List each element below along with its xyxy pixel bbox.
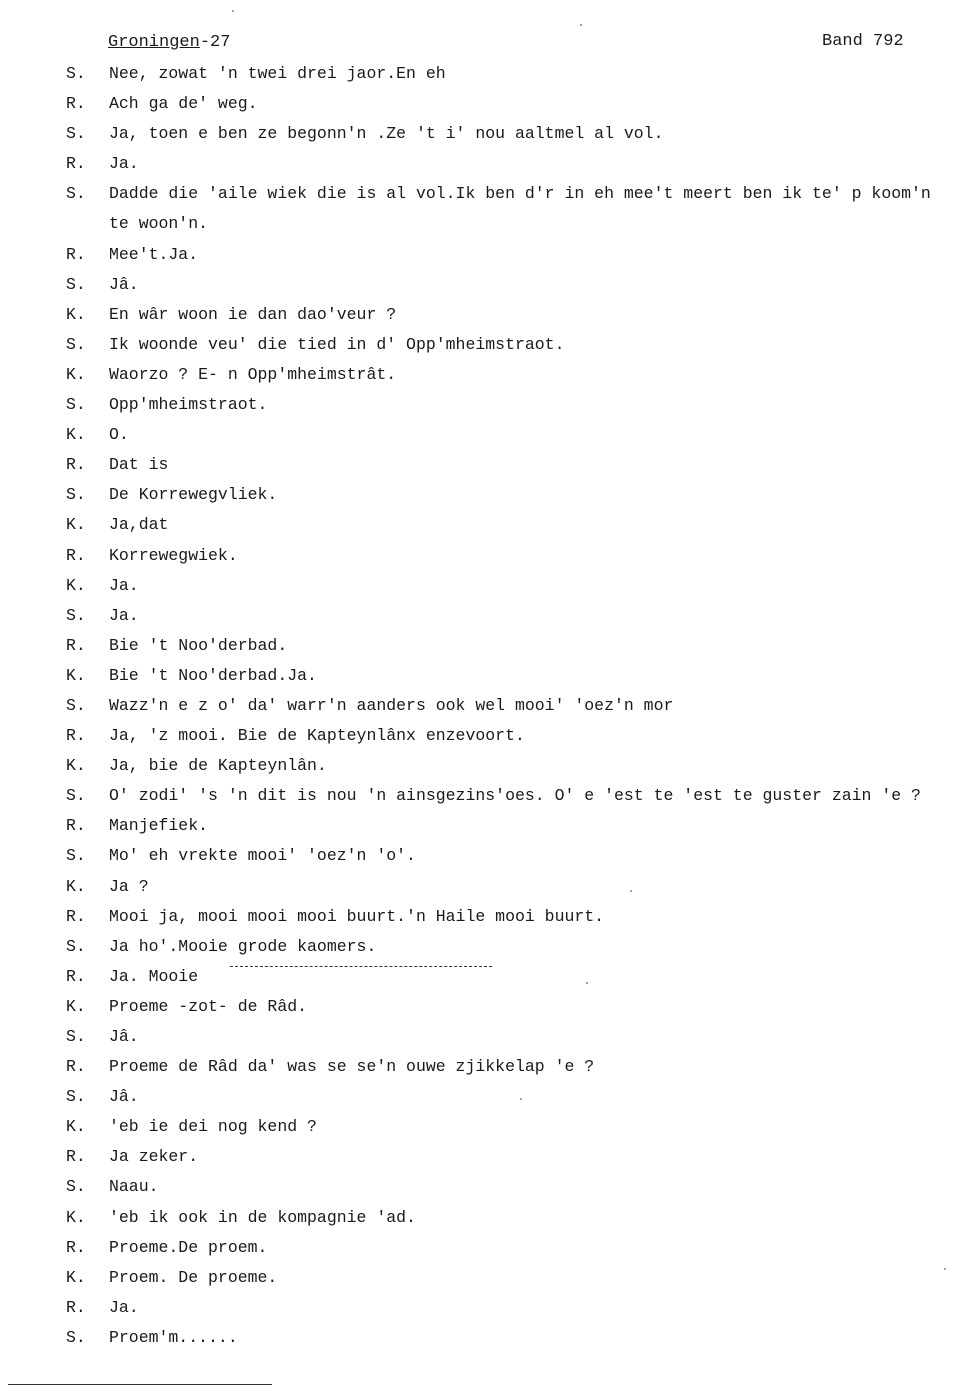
utterance-text: Mee't.Ja. xyxy=(109,244,199,264)
speaker-label: K. xyxy=(66,304,86,324)
utterance-text: te woon'n. xyxy=(109,214,209,234)
utterance-text: Mo' eh vrekte mooi' 'oez'n 'o'. xyxy=(109,846,416,866)
footer-rule xyxy=(8,1384,272,1385)
utterance-text: Ja, toen e ben ze begonn'n .Ze 't i' nou aaltmel al vol. xyxy=(109,124,664,144)
dialogue-line xyxy=(0,725,979,755)
speaker-label: K. xyxy=(66,515,86,535)
dashed-gap xyxy=(230,966,492,967)
utterance-text: Jâ. xyxy=(109,1087,139,1107)
dialogue-line xyxy=(0,364,979,394)
dialogue-transcript xyxy=(0,63,979,1357)
speaker-label: R. xyxy=(66,1057,86,1077)
dialogue-line xyxy=(0,454,979,484)
utterance-text: Ja. xyxy=(109,605,139,625)
dialogue-line xyxy=(0,244,979,274)
dialogue-line xyxy=(0,484,979,514)
scan-speck xyxy=(630,890,632,892)
speaker-label: R. xyxy=(66,816,86,836)
dialogue-line xyxy=(0,1026,979,1056)
speaker-label: R. xyxy=(66,906,86,926)
utterance-text: Ja,dat xyxy=(109,515,169,535)
dialogue-line xyxy=(0,1267,979,1297)
speaker-label: R. xyxy=(66,455,86,475)
dialogue-line xyxy=(0,424,979,454)
location-name: Groningen xyxy=(108,33,200,52)
dialogue-line xyxy=(0,93,979,123)
utterance-text: 'eb ie dei nog kend ? xyxy=(109,1117,317,1137)
speaker-label: S. xyxy=(66,1177,86,1197)
dialogue-line xyxy=(0,635,979,665)
speaker-label: K. xyxy=(66,1117,86,1137)
dialogue-line xyxy=(0,605,979,635)
speaker-label: S. xyxy=(66,695,86,715)
band-number: Band 792 xyxy=(822,32,904,51)
dialogue-line xyxy=(0,304,979,334)
dialogue-line xyxy=(0,845,979,875)
utterance-text: Ja ? xyxy=(109,876,149,896)
dialogue-line xyxy=(0,213,979,243)
utterance-text: Korrewegwiek. xyxy=(109,545,238,565)
utterance-text: Waorzo ? E- n Opp'mheimstrât. xyxy=(109,364,397,384)
speaker-label: K. xyxy=(66,665,86,685)
dialogue-line xyxy=(0,785,979,815)
dialogue-line xyxy=(0,153,979,183)
speaker-label: K. xyxy=(66,1267,86,1287)
speaker-label: S. xyxy=(66,1027,86,1046)
dialogue-line xyxy=(0,966,979,996)
dialogue-line xyxy=(0,274,979,304)
utterance-text: Ach ga de' weg. xyxy=(109,94,258,114)
utterance-text: En wâr woon ie dan dao'veur ? xyxy=(109,304,397,324)
dialogue-line xyxy=(0,1146,979,1176)
utterance-text: Proeme -zot- de Râd. xyxy=(109,996,308,1016)
speaker-label: R. xyxy=(66,94,86,114)
speaker-label: S. xyxy=(66,334,86,354)
speaker-label: S. xyxy=(66,64,86,83)
utterance-text: Ja, bie de Kapteynlân. xyxy=(109,756,327,776)
utterance-text: Ja, 'z mooi. Bie de Kapteynlânx enzevoort. xyxy=(109,726,525,746)
scan-speck xyxy=(944,1268,946,1270)
utterance-text: Bie 't Noo'derbad.Ja. xyxy=(109,665,317,685)
scan-speck xyxy=(520,1098,522,1100)
speaker-label: S. xyxy=(66,1327,86,1347)
dialogue-line xyxy=(0,665,979,695)
document-header-location xyxy=(108,33,230,52)
dialogue-line xyxy=(0,334,979,364)
utterance-text: Ja zeker. xyxy=(109,1147,199,1167)
speaker-label: S. xyxy=(66,936,86,956)
utterance-text: Ja. xyxy=(109,1297,139,1317)
dialogue-line xyxy=(0,1086,979,1116)
dialogue-line xyxy=(0,815,979,845)
scan-speck xyxy=(586,982,588,984)
utterance-text: Ja. xyxy=(109,575,139,595)
dialogue-line xyxy=(0,183,979,213)
speaker-label: R. xyxy=(66,1297,86,1317)
dialogue-line xyxy=(0,545,979,575)
speaker-label: K. xyxy=(66,756,86,776)
dialogue-line xyxy=(0,695,979,725)
speaker-label: R. xyxy=(66,1147,86,1167)
utterance-text: Manjefiek. xyxy=(109,816,209,836)
utterance-text: Proem. De proeme. xyxy=(109,1267,278,1287)
dialogue-line xyxy=(0,123,979,153)
utterance-text: Proem'm...... xyxy=(109,1327,238,1347)
location-suffix: -27 xyxy=(199,33,231,52)
speaker-label: S. xyxy=(66,184,86,204)
dialogue-line xyxy=(0,514,979,544)
dialogue-line xyxy=(0,1116,979,1146)
dialogue-line xyxy=(0,1176,979,1206)
speaker-label: K. xyxy=(66,876,86,896)
utterance-text: Mooi ja, mooi mooi mooi buurt.'n Haile mooi buurt. xyxy=(109,906,605,926)
scan-speck xyxy=(580,24,582,26)
dialogue-line xyxy=(0,1297,979,1327)
speaker-label: R. xyxy=(66,244,86,264)
utterance-text: Proeme de Râd da' was se se'n ouwe zjikkelap 'e ? xyxy=(109,1057,595,1077)
utterance-text: O. xyxy=(109,425,129,445)
speaker-label: R. xyxy=(66,154,86,174)
dialogue-line xyxy=(0,1207,979,1237)
dialogue-line xyxy=(0,394,979,424)
utterance-text: Nee, zowat 'n twei drei jaor.En eh xyxy=(109,64,446,83)
speaker-label: R. xyxy=(66,966,86,986)
speaker-label: S. xyxy=(66,485,86,505)
utterance-text: Bie 't Noo'derbad. xyxy=(109,635,288,655)
speaker-label: K. xyxy=(66,425,86,445)
speaker-label: K. xyxy=(66,996,86,1016)
speaker-label: K. xyxy=(66,1207,86,1227)
utterance-text: Dat is xyxy=(109,455,169,475)
utterance-text: Wazz'n e z o' da' warr'n aanders ook wel mooi' 'oez'n mor xyxy=(109,695,674,715)
utterance-text: De Korrewegvliek. xyxy=(109,485,278,505)
dialogue-line xyxy=(0,755,979,785)
speaker-label: S. xyxy=(66,274,86,294)
utterance-text: Opp'mheimstraot. xyxy=(109,395,268,415)
utterance-text: Jâ. xyxy=(109,274,139,294)
speaker-label: S. xyxy=(66,395,86,415)
utterance-text: Ja ho'.Mooie grode kaomers. xyxy=(109,936,377,956)
speaker-label: R. xyxy=(66,545,86,565)
utterance-text: Ja. Mooie xyxy=(109,966,199,986)
utterance-text: O' zodi' 's 'n dit is nou 'n ainsgezins'oes. O' e 'est te 'est te guster zain 'e ? xyxy=(109,786,921,806)
utterance-text: Naau. xyxy=(109,1177,159,1197)
dialogue-line xyxy=(0,906,979,936)
speaker-label: K. xyxy=(66,364,86,384)
dialogue-line xyxy=(0,1237,979,1267)
scan-speck xyxy=(232,10,234,12)
dialogue-line xyxy=(0,63,979,93)
speaker-label: R. xyxy=(66,635,86,655)
utterance-text: 'eb ik ook in de kompagnie 'ad. xyxy=(109,1207,416,1227)
utterance-text: Proeme.De proem. xyxy=(109,1237,268,1257)
dialogue-line xyxy=(0,1327,979,1357)
dialogue-line xyxy=(0,996,979,1026)
utterance-text: Ja. xyxy=(109,154,139,174)
speaker-label: K. xyxy=(66,575,86,595)
dialogue-line xyxy=(0,575,979,605)
dialogue-line xyxy=(0,876,979,906)
utterance-text: Jâ. xyxy=(109,1027,139,1046)
speaker-label: S. xyxy=(66,124,86,144)
speaker-label: S. xyxy=(66,786,86,806)
dialogue-line xyxy=(0,1056,979,1086)
speaker-label: S. xyxy=(66,1087,86,1107)
speaker-label: S. xyxy=(66,605,86,625)
utterance-text: Ik woonde veu' die tied in d' Opp'mheimstraot. xyxy=(109,334,565,354)
speaker-label: S. xyxy=(66,846,86,866)
dialogue-line xyxy=(0,936,979,966)
speaker-label: R. xyxy=(66,1237,86,1257)
utterance-text: Dadde die 'aile wiek die is al vol.Ik ben d'r in eh mee't meert ben ik te' p koom'n xyxy=(109,184,931,204)
speaker-label: R. xyxy=(66,726,86,746)
